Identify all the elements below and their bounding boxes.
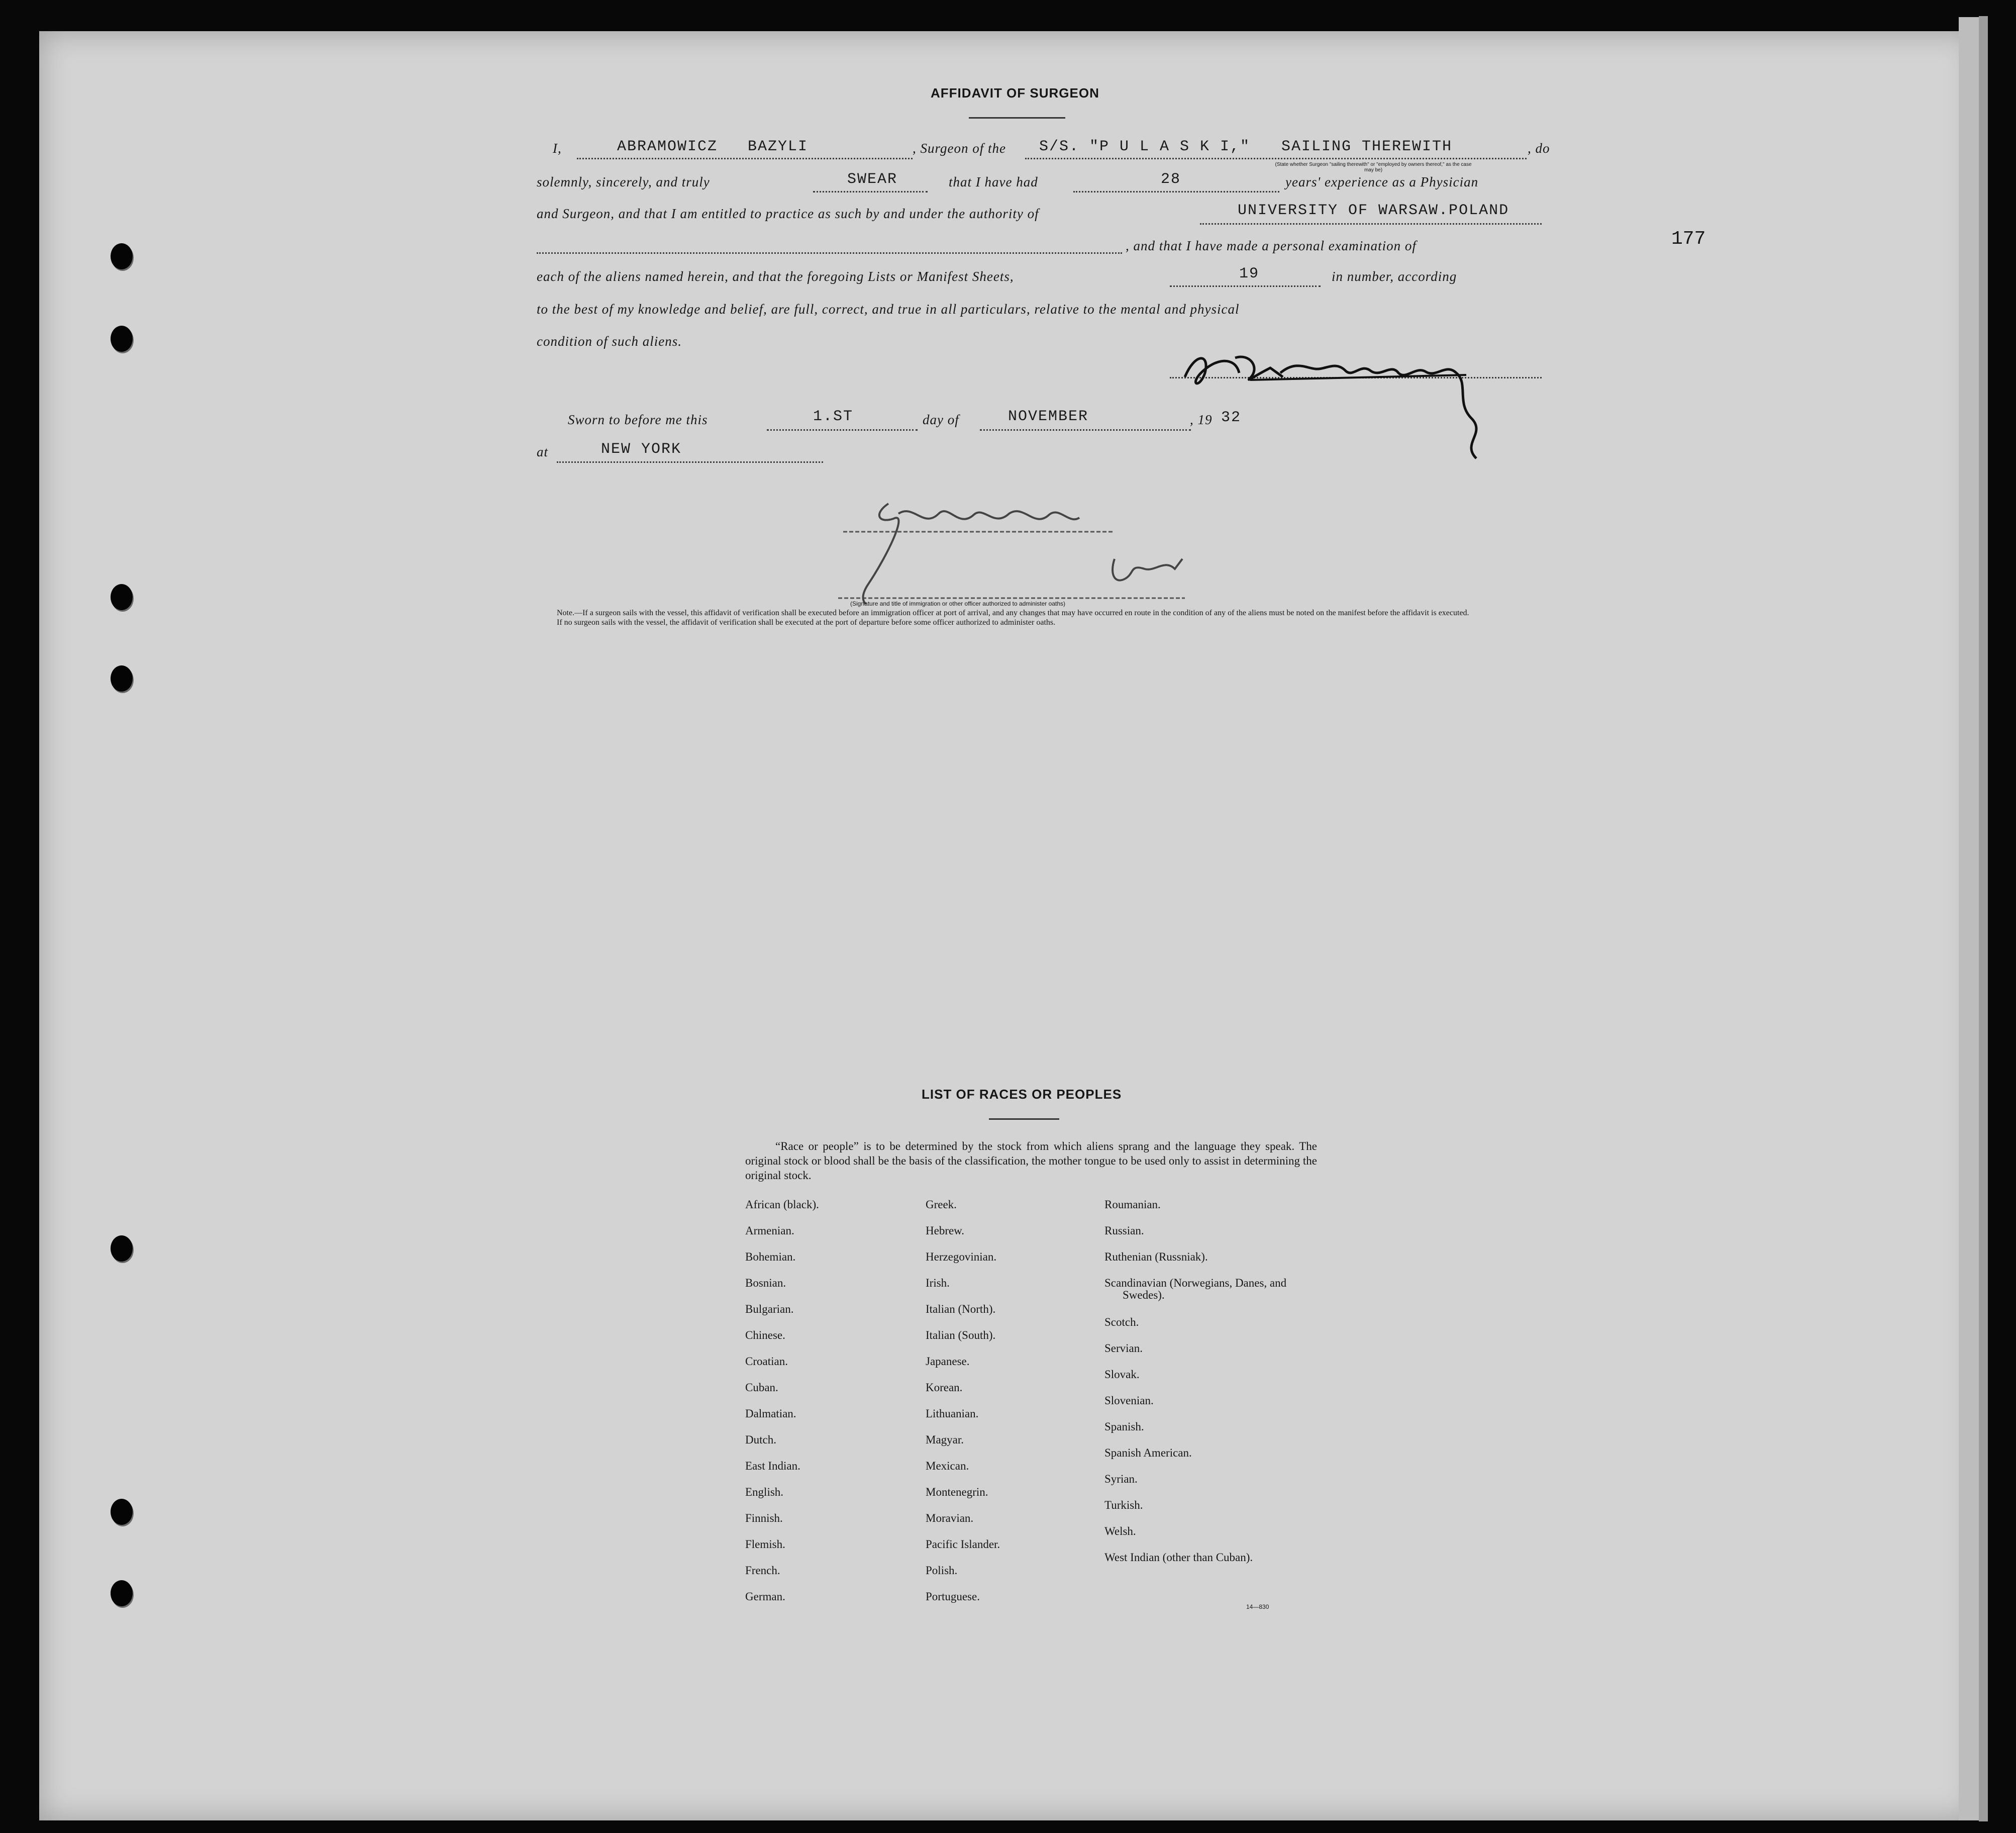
race-item: Herzegovinian.: [926, 1250, 997, 1263]
race-item: Dalmatian.: [745, 1407, 796, 1420]
race-item: Montenegrin.: [926, 1486, 988, 1498]
blank-line: [1073, 191, 1279, 192]
race-item: Slovenian.: [1104, 1394, 1154, 1407]
binder-hole: [111, 1580, 133, 1606]
race-item: Syrian.: [1104, 1473, 1138, 1485]
sailing-note: (State whether Surgeon "sailing therewith" or "employed by owners thereof," as the case may be): [1275, 162, 1472, 173]
binder-hole: [111, 1235, 133, 1262]
race-item: Mexican.: [926, 1460, 969, 1472]
sworn-month: NOVEMBER: [1008, 408, 1089, 425]
race-item: Hebrew.: [926, 1224, 965, 1237]
race-item: East Indian.: [745, 1460, 800, 1472]
page-edge: [1979, 16, 1988, 1821]
race-item: Korean.: [926, 1381, 963, 1394]
race-item: German.: [745, 1590, 785, 1603]
race-item: Croatian.: [745, 1355, 788, 1368]
affidavit-note: [537, 608, 1539, 627]
race-item: Italian (South).: [926, 1329, 996, 1341]
race-item: African (black).: [745, 1198, 819, 1211]
licensing-authority: UNIVERSITY OF WARSAW.POLAND: [1238, 202, 1509, 219]
blank-line: [1170, 285, 1321, 287]
years-experience: 28: [1161, 171, 1181, 188]
affidavit-text: in number, according: [1332, 269, 1457, 284]
race-item: Turkish.: [1104, 1499, 1143, 1511]
affidavit-text: , do: [1528, 141, 1550, 156]
affidavit-text: to the best of my knowledge and belief, are full, correct, and true in all particulars, relative to the mental and physical: [537, 302, 1240, 317]
race-item: Flemish.: [745, 1538, 785, 1551]
affidavit-text: condition of such aliens.: [537, 334, 682, 349]
heading-rule: [969, 117, 1065, 119]
surgeon-name: ABRAMOWICZ BAZYLI: [617, 138, 809, 155]
races-heading-rule: [989, 1118, 1059, 1120]
affidavit-text: , and that I have made a personal examination of: [1126, 238, 1417, 253]
page-number: 177: [1671, 228, 1706, 250]
affidavit-text: Sworn to before me this: [568, 412, 708, 427]
binder-hole: [111, 1499, 133, 1525]
sailing-status: SAILING THEREWITH: [1281, 138, 1453, 155]
page-edge: [1959, 17, 1979, 1820]
race-item: Scotch.: [1104, 1316, 1139, 1328]
document-page: [39, 31, 1975, 1820]
race-item: Portuguese.: [926, 1590, 980, 1603]
affidavit-text: at: [537, 444, 549, 459]
race-item: Japanese.: [926, 1355, 970, 1368]
official-signature: [813, 484, 1235, 609]
blank-line: [1025, 158, 1527, 159]
race-item: Moravian.: [926, 1512, 974, 1524]
sheet-count: 19: [1239, 265, 1260, 282]
binder-hole: [111, 665, 133, 692]
race-item: Lithuanian.: [926, 1407, 979, 1420]
race-item: Italian (North).: [926, 1303, 996, 1315]
official-caption: (Signature and title of immigration or other officer authorized to administer oaths): [850, 600, 1065, 607]
affidavit-text: years' experience as a Physician: [1285, 174, 1479, 189]
race-item: Bulgarian.: [745, 1303, 794, 1315]
race-item: Ruthenian (Russniak).: [1104, 1250, 1208, 1263]
blank-line: [557, 461, 823, 463]
affidavit-text: I,: [553, 141, 562, 156]
affidavit-heading: AFFIDAVIT OF SURGEON: [931, 85, 1099, 101]
races-heading: LIST OF RACES OR PEOPLES: [922, 1087, 1122, 1102]
race-item: Roumanian.: [1104, 1198, 1161, 1211]
blank-line: [767, 429, 918, 431]
race-item: Servian.: [1104, 1342, 1143, 1355]
vessel-name: S/S. "P U L A S K I,": [1039, 138, 1251, 155]
sworn-year: 32: [1221, 409, 1242, 426]
race-item: Spanish.: [1104, 1420, 1144, 1433]
sworn-day: 1.ST: [813, 408, 854, 425]
race-item: Russian.: [1104, 1224, 1144, 1237]
race-item: Armenian.: [745, 1224, 794, 1237]
binder-hole: [111, 584, 133, 610]
race-item: English.: [745, 1486, 784, 1498]
race-item: Dutch.: [745, 1433, 776, 1446]
race-item: Welsh.: [1104, 1525, 1136, 1537]
affidavit-text: , Surgeon of the: [913, 141, 1006, 156]
race-item: Slovak.: [1104, 1368, 1140, 1381]
affidavit-text: , 19: [1190, 412, 1213, 427]
race-item: French.: [745, 1564, 780, 1577]
form-code: 14—830: [1246, 1603, 1269, 1610]
oath-type: SWEAR: [847, 171, 898, 188]
affidavit-text: solemnly, sincerely, and truly: [537, 174, 710, 189]
affidavit-text: that I have had: [949, 174, 1038, 189]
race-item: Cuban.: [745, 1381, 778, 1394]
race-item: Finnish.: [745, 1512, 783, 1524]
race-item: Bosnian.: [745, 1277, 786, 1289]
race-item: Polish.: [926, 1564, 958, 1577]
race-item: Magyar.: [926, 1433, 964, 1446]
race-item: Scandinavian (Norwegians, Danes, and Swedes).: [1104, 1277, 1287, 1301]
blank-line: [537, 252, 1122, 254]
surgeon-signature: [1175, 338, 1496, 468]
race-item: Greek.: [926, 1198, 957, 1211]
affidavit-text: and Surgeon, and that I am entitled to practice as such by and under the authority of: [537, 206, 1039, 221]
race-item: West Indian (other than Cuban).: [1104, 1551, 1253, 1564]
blank-line: [813, 191, 928, 192]
race-item: Spanish American.: [1104, 1446, 1192, 1459]
race-item: Bohemian.: [745, 1250, 796, 1263]
affidavit-text: each of the aliens named herein, and that the foregoing Lists or Manifest Sheets,: [537, 269, 1014, 284]
blank-line: [577, 158, 913, 159]
binder-hole: [111, 243, 133, 269]
sworn-place: NEW YORK: [601, 441, 682, 458]
races-intro: “Race or people” is to be determined by the stock from which aliens sprang and the language they speak. The original stock or blood shall be the basis of the classification, the mother tongue to be used only to assist in determining the original stock.: [745, 1140, 1317, 1182]
blank-line: [980, 429, 1191, 431]
binder-hole: [111, 326, 133, 352]
note-paragraph: If no surgeon sails with the vessel, the affidavit of verification shall be executed at the port of departure before some officer authorized to administer oaths.: [557, 618, 1056, 627]
blank-line: [1200, 223, 1542, 225]
race-item: Irish.: [926, 1277, 950, 1289]
race-item: Chinese.: [745, 1329, 785, 1341]
race-item: Pacific Islander.: [926, 1538, 1000, 1551]
note-paragraph: Note.—If a surgeon sails with the vessel, this affidavit of verification shall be executed before an immigration officer at port of arrival, and any changes that may have occurred en route in the condition of any of the aliens must be noted on the manifest before the affidavit is executed.: [557, 609, 1469, 617]
affidavit-text: day of: [923, 412, 959, 427]
